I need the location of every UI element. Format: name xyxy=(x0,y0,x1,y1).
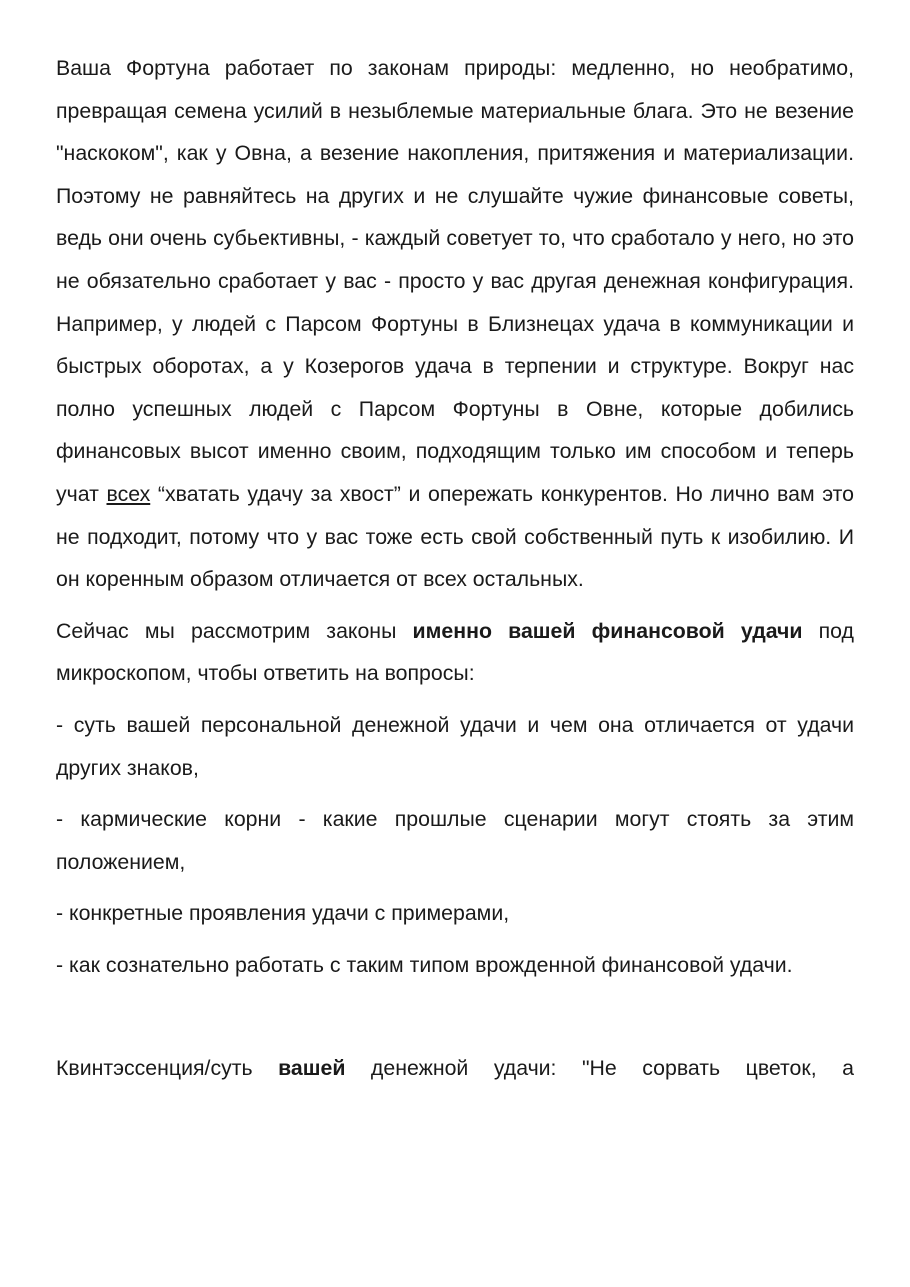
section-spacer xyxy=(56,995,854,1047)
quintessence-part1: Квинтэссенция/суть xyxy=(56,1056,279,1081)
questions-intro-part2: под микроскопом, чтобы ответить на вопросы: xyxy=(56,618,854,686)
quintessence-paragraph xyxy=(56,1047,854,1090)
intro-text-part2: “хватать удачу за хвост” и опережать конкурентов. Но лично вам это не подходит, потому что у вас тоже есть свой собственный путь к изобилию. И он коренным образом отличается от всех остальных. xyxy=(56,481,854,592)
document-page xyxy=(56,47,854,1099)
list-item: - конкретные проявления удачи с примерами, xyxy=(56,901,510,926)
intro-text-part1: Ваша Фортуна работает по законам природы: медленно, но необратимо, превращая семена усилий в незыблемые материальные блага. Это не везение "наскоком", как у Овна, а везение накопления, притяжения и материализации. Поэтому не равняйтесь на других и не слушайте чужие финансовые советы, ведь они очень субьективны, - каждый советует то, что сработало у него, но это не обязательно сработает у вас - просто у вас другая денежная конфигурация. Например, у людей с Парсом Фортуны в Близнецах удача в коммуникации и быстрых оборотах, а у Козерогов удача в терпении и структуре. Вокруг нас полно успешных людей с Парсом Фортуны в Овне, которые добились финансовых высот именно своим, подходящим только им способом и теперь учат xyxy=(56,56,854,506)
list-item: - как сознательно работать с таким типом врожденной финансовой удачи. xyxy=(56,952,793,977)
questions-intro-part1: Сейчас мы рассмотрим законы xyxy=(56,618,413,643)
intro-paragraph xyxy=(56,47,854,601)
bold-phrase: именно вашей финансовой удачи xyxy=(412,618,803,643)
bold-word: вашей xyxy=(278,1056,346,1081)
list-item: - кармические корни - какие прошлые сценарии могут стоять за этим положением, xyxy=(56,807,854,874)
list-item: - суть вашей персональной денежной удачи и чем она отличается от удачи других знаков, xyxy=(56,712,854,780)
quintessence-part2: денежной удачи: "Не сорвать цветок, а xyxy=(345,1056,854,1081)
underlined-word: всех xyxy=(106,481,151,506)
questions-intro-paragraph xyxy=(56,610,854,695)
